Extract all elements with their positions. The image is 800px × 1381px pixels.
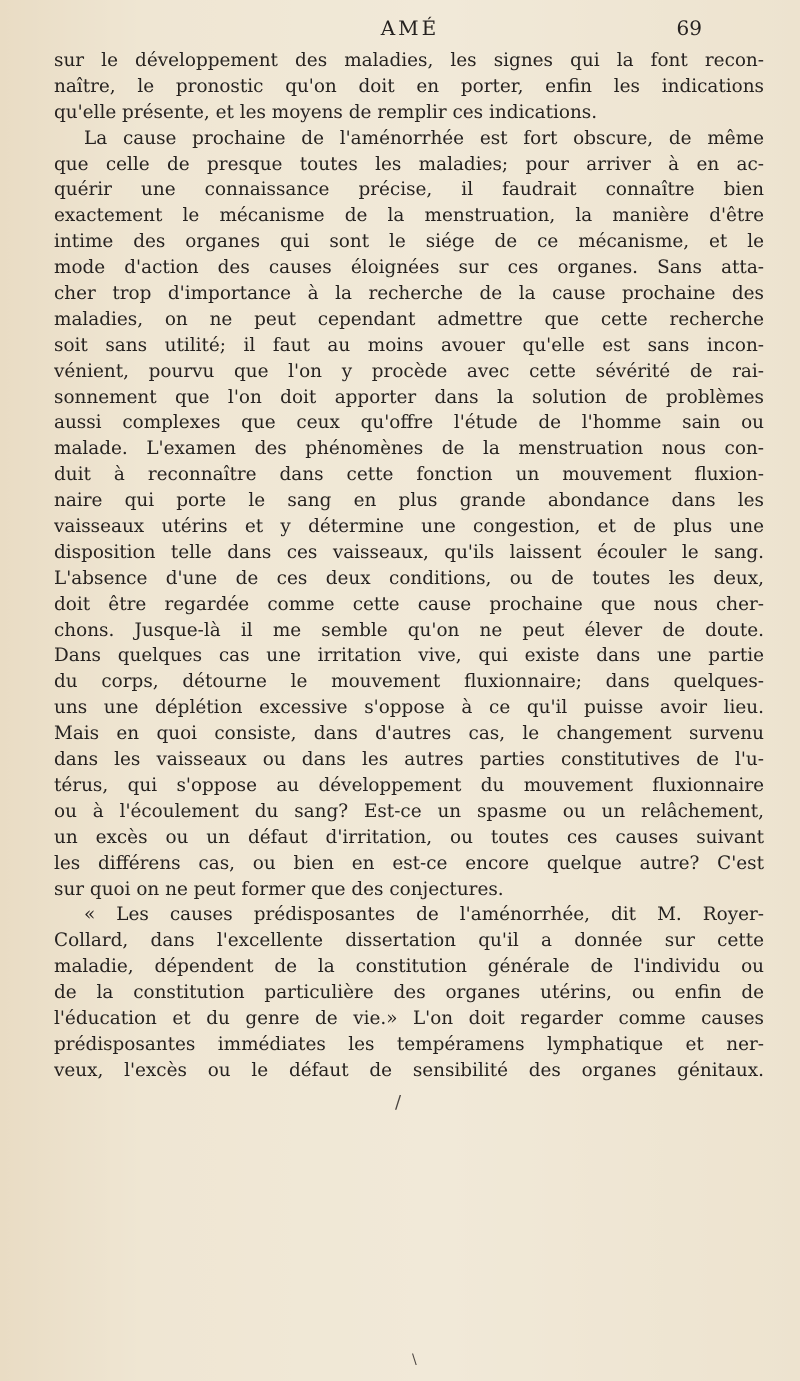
text-line: mode d'action des causes éloignées sur ces organes. Sans atta- — [54, 257, 764, 279]
text-line: exactement le mécanisme de la menstruation, la manière d'être — [54, 205, 764, 227]
text-line: prédisposantes immédiates les tempéramens lymphatique et ner- — [54, 1033, 764, 1055]
text-line: vaisseaux utérins et y détermine une congestion, et de plus une — [54, 516, 764, 538]
text-line: disposition telle dans ces vaisseaux, qu'ils laissent écouler le sang. — [54, 541, 764, 563]
text-line: malade. L'examen des phénomènes de la menstruation nous con- — [54, 438, 764, 460]
text-line: Collard, dans l'excellente dissertation qu'il a donnée sur cette — [54, 930, 764, 952]
stray-slash-mark: / — [395, 1092, 402, 1113]
text-line: sur quoi on ne peut former que des conjectures. — [54, 878, 504, 900]
running-head — [0, 14, 800, 42]
text-line: uns une déplétion excessive s'oppose à ce qu'il puisse avoir lieu. — [54, 697, 764, 719]
text-line: vénient, pourvu que l'on y procède avec cette sévérité de rai- — [54, 360, 764, 382]
text-line: naître, le pronostic qu'on doit en porter, enfin les indications — [54, 75, 764, 97]
text-line: naire qui porte le sang en plus grande abondance dans les — [54, 490, 764, 512]
text-line: aussi complexes que ceux qu'offre l'étude de l'homme sain ou — [54, 412, 764, 434]
text-line: l'éducation et du genre de vie.» L'on doit regarder comme causes — [54, 1007, 764, 1029]
text-line: Dans quelques cas une irritation vive, qui existe dans une partie — [54, 645, 764, 667]
body-text — [54, 48, 764, 1084]
text-line: ou à l'écoulement du sang? Est-ce un spasme ou un relâchement, — [54, 800, 764, 822]
text-line: Mais en quoi consiste, dans d'autres cas, le changement survenu — [54, 723, 764, 745]
page-number: 69 — [676, 16, 702, 40]
text-line: térus, qui s'oppose au développement du mouvement fluxionnaire — [54, 774, 764, 796]
text-line: « Les causes prédisposantes de l'aménorrhée, dit M. Royer- — [84, 904, 764, 926]
text-line: maladie, dépendent de la constitution générale de l'individu ou — [54, 956, 764, 978]
text-line: les différens cas, ou bien en est-ce encore quelque autre? C'est — [54, 852, 764, 874]
text-line: sur le développement des maladies, les signes qui la font recon- — [54, 50, 764, 71]
text-line: intime des organes qui sont le siége de ce mécanisme, et le — [54, 231, 764, 253]
text-line: duit à reconnaître dans cette fonction un mouvement fluxion- — [54, 464, 764, 486]
stray-backslash-mark: \ — [412, 1352, 417, 1368]
text-line: veux, l'excès ou le défaut de sensibilité des organes génitaux. — [54, 1059, 764, 1081]
text-line: chons. Jusque-là il me semble qu'on ne peut élever de doute. — [54, 619, 764, 641]
text-line: un excès ou un défaut d'irritation, ou toutes ces causes suivant — [54, 826, 764, 848]
text-line: quérir une connaissance précise, il faudrait connaître bien — [54, 179, 764, 201]
running-head-title: AMÉ — [380, 16, 440, 40]
text-line: que celle de presque toutes les maladies; pour arriver à en ac- — [54, 153, 764, 175]
text-line: sonnement que l'on doit apporter dans la solution de problèmes — [54, 386, 764, 408]
text-line: L'absence d'une de ces deux conditions, ou de toutes les deux, — [54, 567, 764, 589]
text-line: soit sans utilité; il faut au moins avouer qu'elle est sans incon- — [54, 334, 764, 356]
text-line: dans les vaisseaux ou dans les autres parties constitutives de l'u- — [54, 749, 764, 771]
text-line: maladies, on ne peut cependant admettre que cette recherche — [54, 308, 764, 330]
text-line: doit être regardée comme cette cause prochaine que nous cher- — [54, 593, 764, 615]
text-line: qu'elle présente, et les moyens de remplir ces indications. — [54, 101, 598, 123]
text-line: La cause prochaine de l'aménorrhée est fort obscure, de même — [84, 127, 764, 149]
text-line: du corps, détourne le mouvement fluxionnaire; dans quelques- — [54, 671, 764, 693]
text-line: de la constitution particulière des organes utérins, ou enfin de — [54, 982, 764, 1004]
text-line: cher trop d'importance à la recherche de la cause prochaine des — [54, 283, 764, 305]
